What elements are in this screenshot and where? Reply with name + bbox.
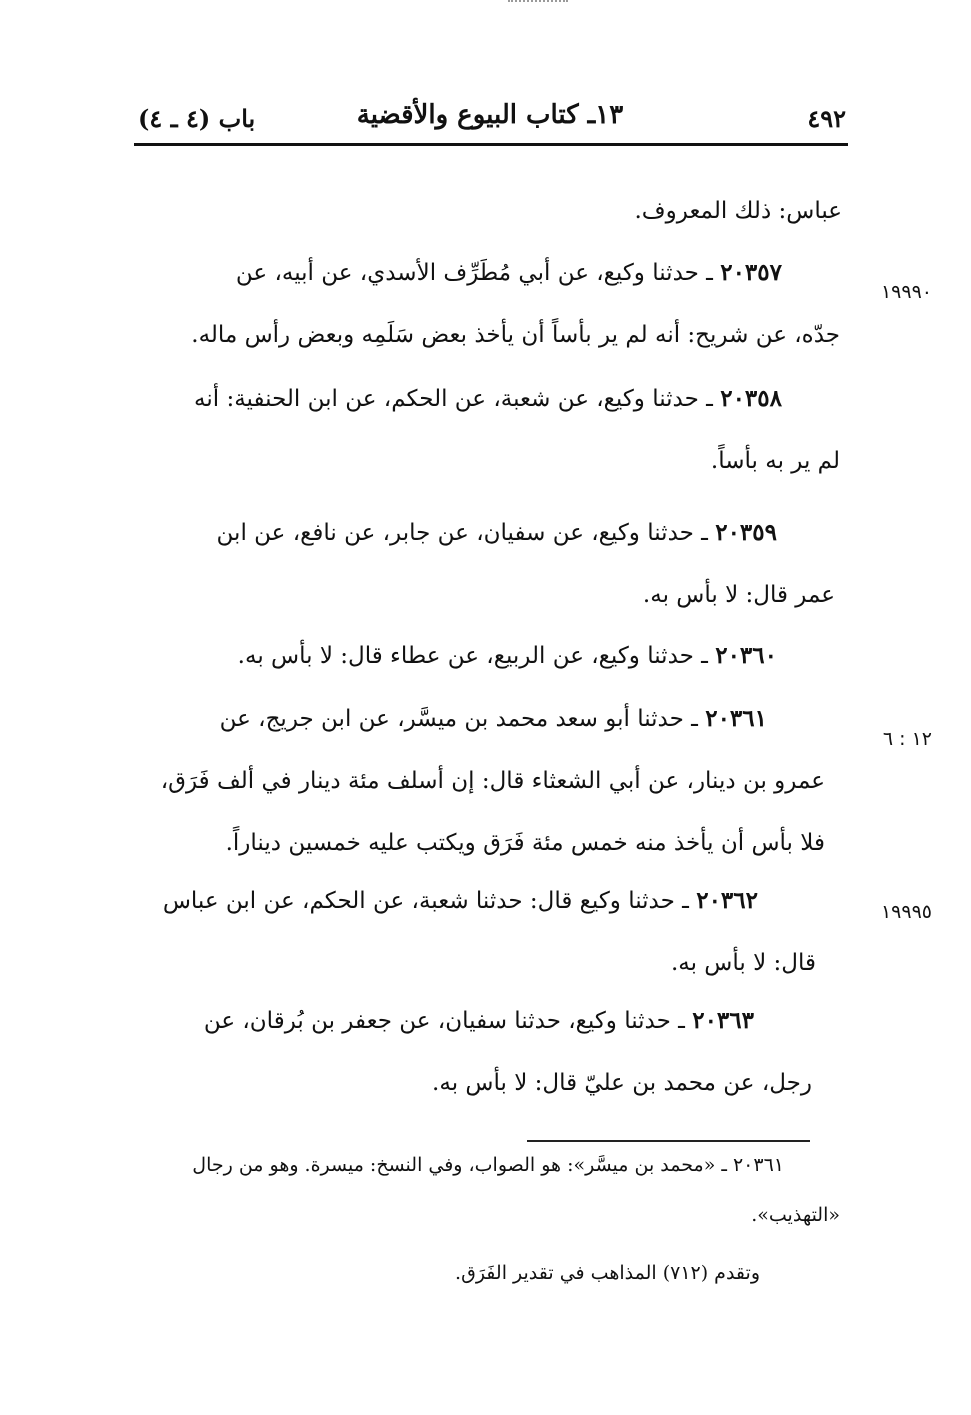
hadith-number: ٢٠٣٥٧: [720, 259, 782, 286]
footnote-line: «التهذيب».: [751, 1204, 840, 1226]
entry-line: قال: لا بأس به.: [670, 950, 816, 976]
hadith-entry: [104, 990, 812, 1114]
entry-line: [120, 368, 840, 430]
entry-line: فلا بأس أن يأخذ منه خمس مئة فَرَق ويكتب عليه خمسين ديناراً.: [225, 830, 825, 856]
hadith-number: ٢٠٣٦٢: [696, 887, 758, 914]
entry-line: [104, 990, 812, 1052]
footnote-line: وتقدم (٧١٢) المذاهب في تقدير الفَرَق.: [455, 1262, 760, 1284]
entry-line: [120, 625, 835, 687]
entry-text: ـ حدثنا وكيع، حدثنا سفيان، عن جعفر بن بُرقان، عن: [203, 1008, 685, 1034]
hadith-entry: [104, 870, 816, 994]
hadith-number: ٢٠٣٥٩: [715, 519, 777, 546]
entry-line: لم ير به بأساً.: [710, 448, 840, 474]
entry-line: [104, 870, 816, 932]
margin-reference: ١٢ : ٦: [882, 728, 932, 750]
hadith-entry: [120, 625, 835, 687]
hadith-entry: [120, 502, 835, 626]
entry-line: عمرو بن دينار، عن أبي الشعثاء قال: إن أسلف مئة دينار في ألف فَرَق،: [160, 768, 825, 794]
hadith-number: ٢٠٣٦٠: [715, 642, 777, 669]
continued-text: [104, 180, 842, 242]
entry-text: ـ حدثنا وكيع قال: حدثنا شعبة، عن الحكم، عن ابن عباس: [162, 888, 689, 914]
hadith-entry: [110, 688, 825, 874]
header-rule: [134, 143, 848, 146]
scan-edge-mark: [508, 0, 568, 4]
entry-text: ـ حدثنا وكيع، عن الربيع، عن عطاء قال: لا بأس به.: [237, 643, 708, 669]
entry-text: ـ حدثنا أبو سعد محمد بن ميسَّر، عن ابن جريج، عن: [219, 706, 698, 732]
entry-text: ـ حدثنا وكيع، عن سفيان، عن جابر، عن نافع، عن ابن: [216, 520, 708, 546]
page-number: ٤٩٢: [807, 104, 846, 133]
margin-reference: ١٩٩٩٠: [880, 281, 932, 303]
hadith-entry: [132, 242, 840, 366]
hadith-number: ٢٠٣٦٣: [692, 1007, 754, 1034]
entry-line: [120, 502, 835, 564]
entry-text: ـ حدثنا وكيع، عن شعبة، عن الحكم، عن ابن الحنفية: أنه: [194, 386, 713, 412]
entry-line: عمر قال: لا بأس به.: [642, 582, 835, 608]
chapter-reference: باب (٤ ـ ٤): [138, 104, 256, 133]
margin-reference: ١٩٩٩٥: [880, 901, 932, 923]
intro-line: عباس: ذلك المعروف.: [634, 198, 842, 224]
entry-line: [132, 242, 840, 304]
page-header: [134, 96, 846, 142]
entry-line: [110, 688, 825, 750]
hadith-entry: [120, 368, 840, 492]
hadith-number: ٢٠٣٦١: [705, 705, 767, 732]
running-title: ١٣ـ كتاب البيوع والأقضية: [356, 100, 624, 130]
entry-text: ـ حدثنا وكيع، عن أبي مُطَرِّف الأسدي، عن أبيه، عن: [235, 260, 713, 286]
footnote-line: ٢٠٣٦١ ـ «محمد بن ميسَّر»: هو الصواب، وفي النسخ: ميسرة. وهو من رجال: [192, 1154, 784, 1176]
hadith-number: ٢٠٣٥٨: [720, 385, 782, 412]
entry-line: رجل، عن محمد بن عليّ قال: لا بأس به.: [432, 1070, 812, 1096]
entry-line: جدّه، عن شريح: أنه لم ير بأساً أن يأخذ بعض سَلَمِه وبعض رأس ماله.: [191, 322, 840, 348]
footnote: [96, 1140, 840, 1240]
